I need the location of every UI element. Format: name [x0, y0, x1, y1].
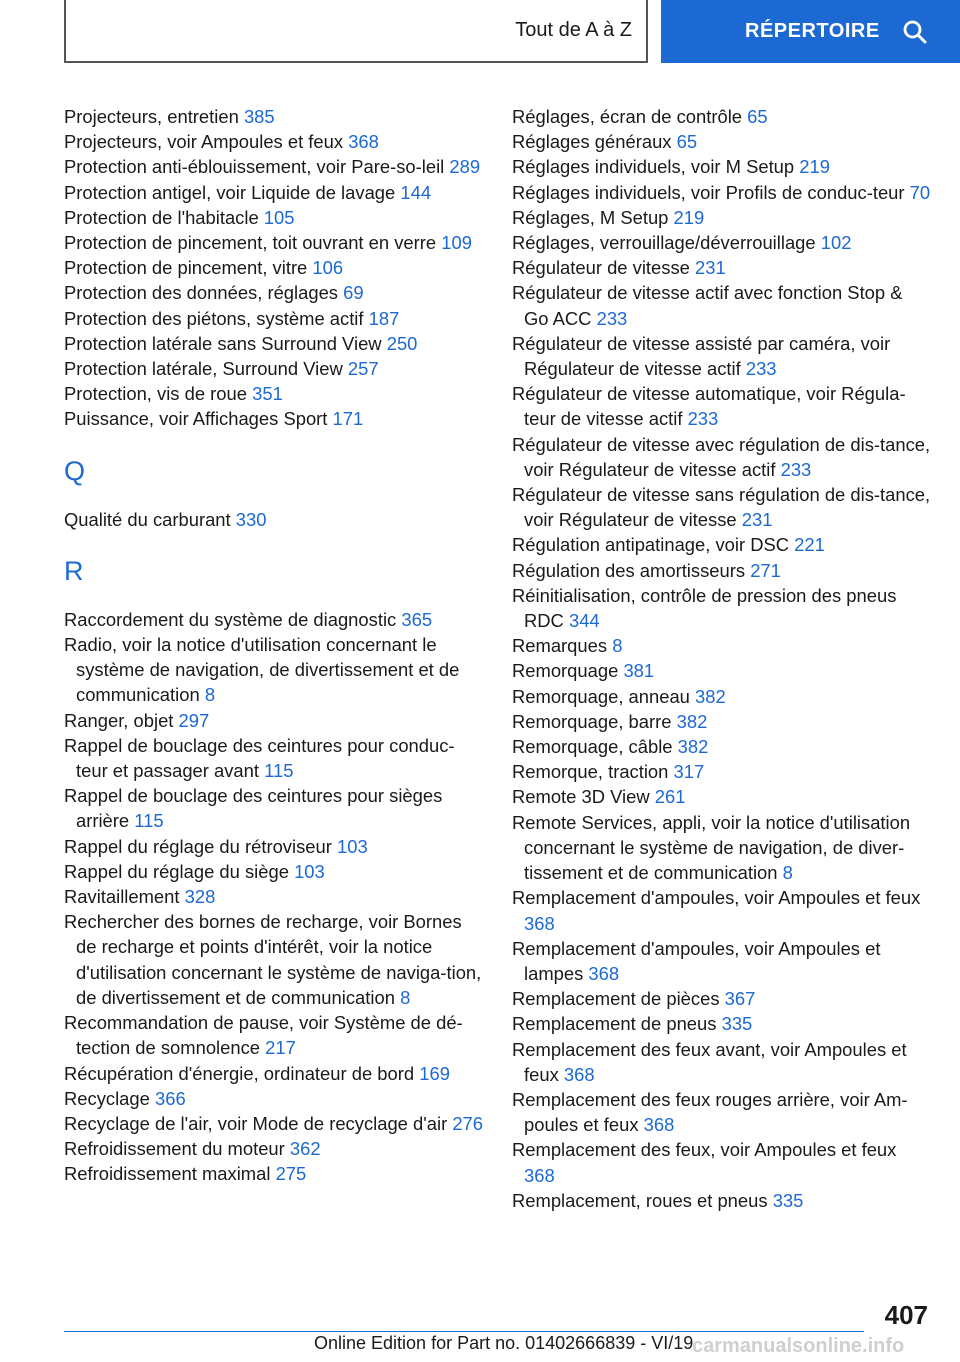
index-entry	[512, 810, 932, 886]
page-reference-link[interactable]: 317	[673, 761, 705, 783]
index-entry	[512, 129, 932, 154]
index-entry	[64, 306, 484, 331]
page-reference-link[interactable]: 367	[724, 988, 756, 1010]
index-entry-text: Recommandation de pause, voir Système de dé-tection de somnolence	[64, 1012, 463, 1059]
index-entry	[512, 885, 932, 935]
index-entry-text: Protection anti-éblouissement, voir Pare-so-leil	[64, 156, 445, 178]
index-entry-text: Remorquage	[512, 660, 619, 682]
page-reference-link[interactable]: 257	[347, 358, 379, 380]
index-entry	[64, 180, 484, 205]
index-entry	[64, 909, 484, 1010]
page-reference-link[interactable]: 115	[134, 810, 164, 832]
index-entry-text: Remplacement des feux avant, voir Ampoules et feux	[512, 1038, 907, 1085]
index-entry	[512, 230, 932, 255]
page-reference-link[interactable]: 231	[695, 257, 726, 279]
index-entry-text: Protection latérale sans Surround View	[64, 332, 382, 354]
index-entry	[512, 104, 932, 129]
index-entry-text: Régulation antipatinage, voir DSC	[512, 534, 790, 556]
index-column-left	[64, 104, 484, 1187]
page-reference-link[interactable]: 171	[332, 408, 364, 430]
index-entry-text: Protection de l'habitacle	[64, 206, 259, 228]
index-column-right	[512, 104, 932, 1213]
index-entry	[512, 381, 932, 431]
index-entry	[64, 1161, 484, 1186]
index-entry-text: Réglages individuels, voir Profils de conduc-teur	[512, 181, 905, 203]
index-entry	[64, 708, 484, 733]
index-entry	[64, 129, 484, 154]
index-entry	[64, 230, 484, 255]
page-reference-link[interactable]: 65	[747, 106, 768, 127]
index-entry	[64, 406, 484, 431]
index-entry	[64, 154, 484, 179]
index-entry-text: Récupération d'énergie, ordinateur de bord	[64, 1062, 415, 1084]
index-entry	[64, 1010, 484, 1060]
index-entry	[512, 280, 932, 330]
index-entry-text: Remplacement, roues et pneus	[512, 1189, 768, 1211]
page-reference-link[interactable]: 109	[441, 232, 472, 254]
page-reference-link[interactable]: 365	[401, 608, 433, 630]
index-entry	[64, 1086, 484, 1111]
page-reference-link[interactable]: 8	[782, 862, 793, 884]
index-entry-text: Rappel du réglage du siège	[64, 860, 289, 882]
index-entry	[512, 432, 932, 482]
page-reference-link[interactable]: 385	[243, 106, 275, 127]
page-reference-link[interactable]: 330	[235, 508, 267, 530]
watermark-logo: carmanualsonline.info	[692, 1335, 905, 1357]
page-reference-link[interactable]: 187	[368, 307, 400, 329]
index-entry	[512, 986, 932, 1011]
index-entry-text: Remplacement d'ampoules, voir Ampoules et feux	[512, 887, 921, 909]
index-entry	[512, 154, 932, 179]
page-reference-link[interactable]: 233	[745, 358, 777, 380]
index-entry-text: Qualité du carburant	[64, 508, 231, 530]
index-entry-text: Régulateur de vitesse actif avec fonction Stop & Go ACC	[512, 282, 903, 329]
page-reference-link[interactable]: 382	[677, 736, 709, 758]
page-reference-link[interactable]: 70	[909, 181, 931, 203]
index-entry-text: Refroidissement maximal	[64, 1163, 271, 1185]
page-reference-link[interactable]: 368	[563, 1063, 595, 1085]
index-entry-text: Refroidissement du moteur	[64, 1138, 285, 1160]
page-reference-link[interactable]: 103	[294, 860, 325, 882]
page-reference-link[interactable]: 69	[343, 282, 364, 304]
page-reference-link[interactable]: 275	[275, 1163, 307, 1185]
page-reference-link[interactable]: 381	[623, 660, 655, 682]
page-reference-link[interactable]: 382	[695, 685, 726, 707]
tab-a-to-z-label: Tout de A à Z	[515, 19, 632, 41]
page-reference-link[interactable]: 271	[750, 559, 781, 581]
index-entry-text: Remplacement des feux rouges arrière, voir Am-poules et feux	[512, 1088, 908, 1136]
index-entry-text: Radio, voir la notice d'utilisation concernant le système de navigation, de divertissement et de communication	[64, 634, 460, 706]
page-reference-link[interactable]: 233	[780, 458, 812, 480]
page-reference-link[interactable]: 219	[673, 206, 705, 228]
page-reference-link[interactable]: 368	[643, 1114, 675, 1136]
index-entry-text: Régulateur de vitesse automatique, voir Régula-teur de vitesse actif	[512, 383, 906, 430]
index-entry	[64, 733, 484, 783]
page-reference-link[interactable]: 233	[687, 408, 719, 430]
index-entry	[512, 936, 932, 986]
index-entry	[64, 632, 484, 708]
page-reference-link[interactable]: 8	[612, 635, 623, 657]
index-entry	[64, 104, 484, 129]
page-reference-link[interactable]: 328	[184, 886, 216, 908]
index-entry	[64, 331, 484, 356]
index-entry	[64, 507, 484, 532]
index-entry	[64, 1111, 484, 1136]
index-entry-text: Puissance, voir Affichages Sport	[64, 408, 328, 430]
page-reference-link[interactable]: 169	[419, 1062, 450, 1084]
index-entry	[64, 205, 484, 230]
index-entry	[64, 834, 484, 859]
page-reference-link[interactable]: 8	[400, 986, 411, 1008]
index-entry	[512, 1011, 932, 1036]
index-entry-text: Remarques	[512, 635, 608, 657]
page-reference-link[interactable]: 217	[265, 1037, 296, 1059]
page-reference-link[interactable]: 335	[721, 1013, 753, 1035]
index-entry-text: Remplacement de pièces	[512, 988, 720, 1010]
footer-divider	[64, 1331, 864, 1332]
page-reference-link[interactable]: 8	[204, 684, 216, 706]
index-entry-text: Régulateur de vitesse	[512, 257, 690, 279]
index-entry-text: Remorquage, barre	[512, 710, 672, 732]
index-entry	[64, 783, 484, 833]
search-icon[interactable]	[902, 19, 928, 45]
page-number: 407	[884, 1300, 928, 1330]
index-entry-text: Protection antigel, voir Liquide de lavage	[64, 181, 396, 203]
index-entry-text: Protection latérale, Surround View	[64, 358, 343, 380]
index-entry-text: Protection des piétons, système actif	[64, 307, 364, 329]
edition-footer: Online Edition for Part no. 01402666839 - VI/19	[314, 1333, 694, 1353]
index-entry	[512, 1188, 932, 1213]
page-reference-link[interactable]: 103	[336, 835, 368, 857]
page-reference-link[interactable]: 289	[449, 156, 481, 178]
tab-index[interactable]	[661, 0, 960, 63]
index-entry	[64, 1136, 484, 1161]
index-entry-text: Réglages généraux	[512, 131, 672, 153]
index-entry-text: Recyclage	[64, 1087, 150, 1109]
index-entry	[512, 658, 932, 683]
index-entry-text: Ranger, objet	[64, 709, 174, 731]
page-reference-link[interactable]: 231	[741, 509, 773, 531]
index-entry-text: Réglages, M Setup	[512, 206, 669, 228]
index-entry	[64, 607, 484, 632]
index-entry-text: Protection de pincement, vitre	[64, 257, 308, 279]
index-entry-text: Remorquage, câble	[512, 736, 673, 758]
page-reference-link[interactable]: 219	[799, 156, 830, 178]
index-entry	[512, 205, 932, 230]
index-entry	[512, 180, 932, 205]
index-entry-text: Régulateur de vitesse avec régulation de dis-tance, voir Régulateur de vitesse actif	[512, 433, 931, 480]
page-reference-link[interactable]: 368	[524, 912, 555, 934]
page-reference-link[interactable]: 297	[178, 709, 210, 731]
index-entry	[512, 1087, 932, 1137]
page-reference-link[interactable]: 351	[252, 383, 283, 405]
index-entry	[512, 583, 932, 633]
index-entry	[512, 482, 932, 532]
index-entry-text: Remote 3D View	[512, 786, 650, 808]
index-entry-text: Régulateur de vitesse sans régulation de dis-tance, voir Régulateur de vitesse	[512, 484, 931, 531]
page-reference-link[interactable]: 368	[588, 962, 620, 984]
index-entry	[512, 633, 932, 658]
index-entry	[512, 759, 932, 784]
index-entry-text: Régulation des amortisseurs	[512, 559, 746, 581]
index-entry-text: Remplacement d'ampoules, voir Ampoules et lampes	[512, 937, 881, 984]
index-entry	[512, 734, 932, 759]
index-entry-text: Remote Services, appli, voir la notice d'utilisation concernant le système de navigation, de diver-tissement et de communication	[512, 811, 911, 884]
page-reference-link[interactable]: 233	[596, 307, 628, 329]
index-entry	[512, 558, 932, 583]
index-entry-text: Rechercher des bornes de recharge, voir Bornes de recharge et points d'intérêt, voir la notice d'utilisation concernant le système de naviga-tion, de divertissement et de communication	[64, 911, 482, 1008]
page-reference-link[interactable]: 261	[654, 786, 686, 808]
index-entry-text: Réglages, verrouillage/déverrouillage	[512, 232, 816, 254]
index-entry-text: Ravitaillement	[64, 886, 180, 908]
page-reference-link[interactable]: 368	[348, 131, 379, 153]
page-reference-link[interactable]: 102	[820, 232, 852, 254]
index-entry-text: Réinitialisation, contrôle de pression des pneus RDC	[512, 584, 897, 632]
page-reference-link[interactable]: 65	[676, 131, 698, 153]
page-reference-link[interactable]: 276	[452, 1112, 484, 1134]
page-reference-link[interactable]: 382	[676, 710, 708, 732]
page-reference-link[interactable]: 368	[524, 1164, 555, 1186]
index-entry-text: Réglages, écran de contrôle	[512, 106, 743, 127]
page-reference-link[interactable]: 221	[794, 534, 825, 556]
index-entry-text: Remplacement des feux, voir Ampoules et feux	[512, 1139, 897, 1161]
tab-a-to-z[interactable]	[64, 0, 648, 63]
index-entry-text: Régulateur de vitesse assisté par caméra, voir Régulateur de vitesse actif	[512, 332, 891, 380]
index-entry	[512, 532, 932, 557]
index-entry	[512, 784, 932, 809]
index-entry-text: Rappel du réglage du rétroviseur	[64, 835, 332, 857]
page-reference-link[interactable]: 106	[312, 257, 344, 279]
index-entry-text: Remorque, traction	[512, 761, 669, 783]
index-entry-text: Protection, vis de roue	[64, 383, 247, 405]
page-reference-link[interactable]: 344	[568, 610, 600, 632]
index-entry	[512, 1037, 932, 1087]
index-entry-text: Remplacement de pneus	[512, 1013, 717, 1035]
index-entry	[64, 1061, 484, 1086]
index-entry-text: Rappel de bouclage des ceintures pour conduc-teur et passager avant	[64, 734, 455, 782]
index-entry	[512, 709, 932, 734]
index-letter-heading: R	[64, 555, 84, 586]
index-entry	[512, 331, 932, 381]
index-entry-text: Protection de pincement, toit ouvrant en verre	[64, 232, 437, 254]
page-reference-link[interactable]: 144	[400, 181, 432, 203]
index-entry	[64, 255, 484, 280]
index-entry-text: Projecteurs, voir Ampoules et feux	[64, 131, 344, 153]
page-reference-link[interactable]: 335	[772, 1189, 804, 1211]
page-reference-link[interactable]: 250	[386, 332, 418, 354]
index-entry	[512, 1137, 932, 1187]
index-entry	[64, 356, 484, 381]
index-entry-text: Rappel de bouclage des ceintures pour sièges arrière	[64, 785, 443, 832]
index-entry-text: Projecteurs, entretien	[64, 106, 239, 127]
index-entry	[512, 255, 932, 280]
page-reference-link[interactable]: 115	[264, 760, 294, 782]
index-entry-text: Recyclage de l'air, voir Mode de recyclage d'air	[64, 1112, 448, 1134]
index-entry	[64, 280, 484, 305]
index-entry-text: Protection des données, réglages	[64, 282, 339, 304]
index-letter-heading: Q	[64, 455, 86, 486]
index-entry-text: Réglages individuels, voir M Setup	[512, 156, 795, 178]
index-entry	[512, 684, 932, 709]
page-reference-link[interactable]: 362	[289, 1138, 321, 1160]
tab-index-label: RÉPERTOIRE	[745, 20, 880, 42]
page-reference-link[interactable]: 105	[263, 206, 295, 228]
index-entry-text: Raccordement du système de diagnostic	[64, 608, 397, 630]
index-entry	[64, 381, 484, 406]
page-reference-link[interactable]: 366	[155, 1087, 186, 1109]
index-entry-text: Remorquage, anneau	[512, 685, 690, 707]
index-entry	[64, 884, 484, 909]
index-entry	[64, 859, 484, 884]
